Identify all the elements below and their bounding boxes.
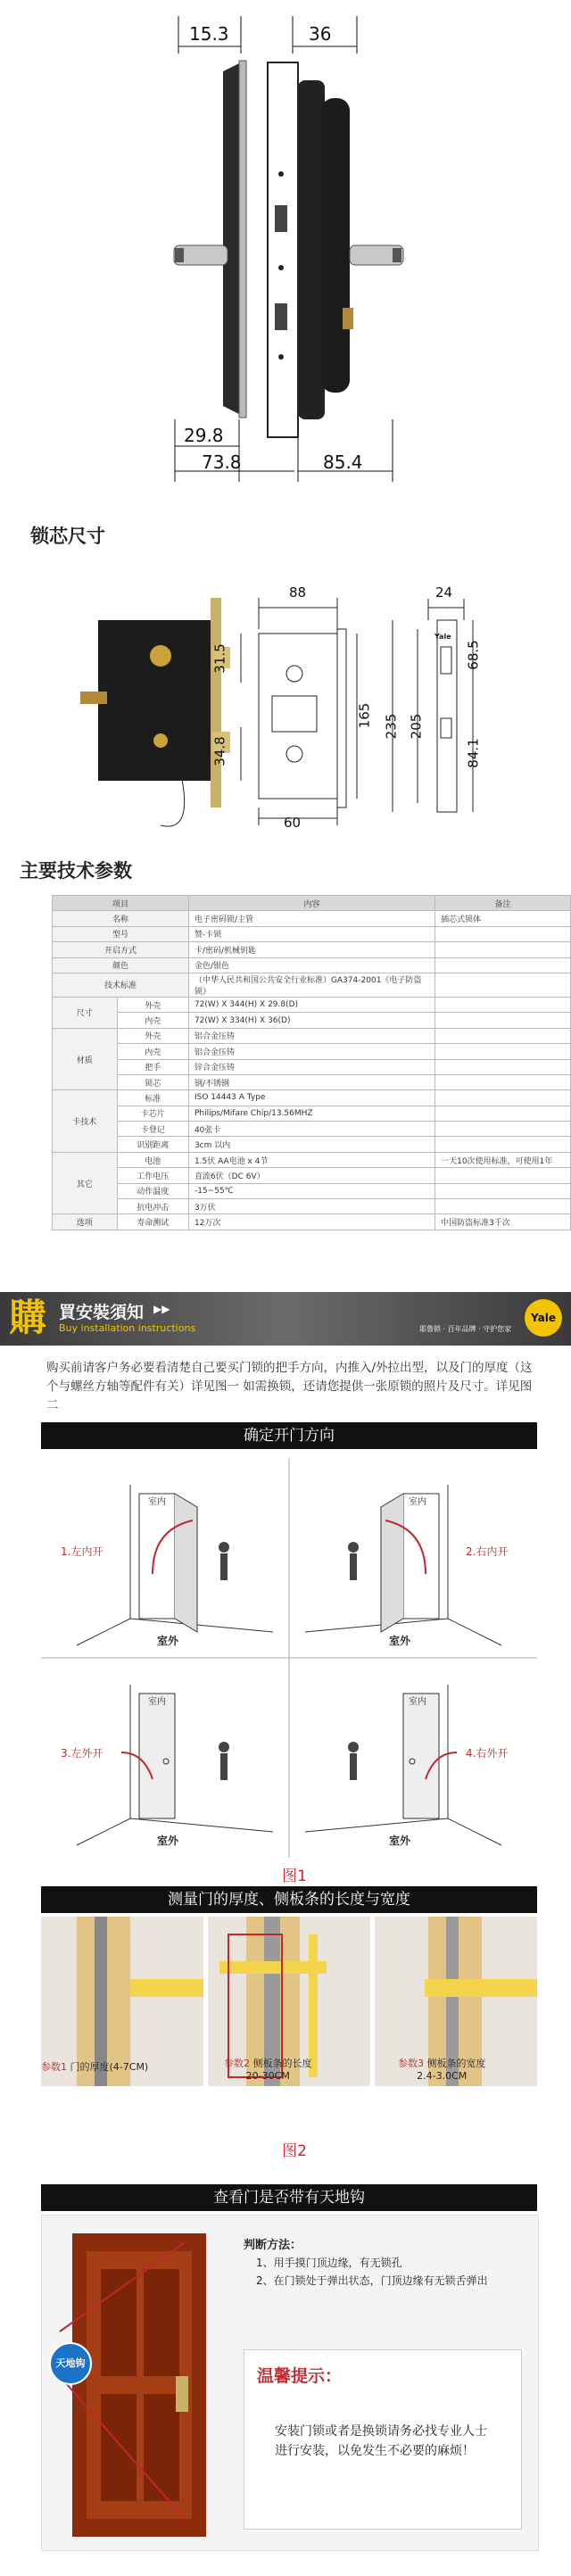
door-panel-4-inside: 室内 <box>409 1697 426 1707</box>
spec-row: 材质 外壳 铝合金压铸 <box>53 1028 571 1043</box>
measure-ref-3 <box>398 2056 486 2082</box>
measure-ref-2-text: 侧板条的长度 <box>252 2058 312 2069</box>
hook-method-title: 判断方法： <box>244 2239 302 2252</box>
core-dim-24: 24 <box>435 584 453 601</box>
door-direction-title: 确定开门方向 <box>244 1427 335 1445</box>
spec-row: 颜色 金色/银色 <box>53 957 571 973</box>
door-direction-bar <box>41 1422 537 1449</box>
spec-row: 锁芯 钢/不锈钢 <box>53 1074 571 1089</box>
banner-subtitle: Buy installation instructions <box>59 1322 196 1334</box>
banner-brand-logo-text: Yale <box>531 1312 556 1324</box>
spec-table <box>52 895 571 1230</box>
spec-row: 其它 电池 1.5伏 AA电池 x 4节 一天10次使用标准，可使用1年 <box>53 1152 571 1167</box>
door-diagrams-svg <box>41 1458 537 1858</box>
lock-core-svg <box>0 549 571 843</box>
measure-ref-3-text2: 2.4-3.0CM <box>417 2070 468 2082</box>
measure-ref-2 <box>224 2056 312 2082</box>
hook-title: 查看门是否带有天地钩 <box>213 2189 365 2207</box>
lock-core-title: 锁芯尺寸 <box>30 526 105 547</box>
dim-85-4: 85.4 <box>323 451 363 473</box>
core-dim-60: 60 <box>284 815 302 831</box>
core-dim-68-5: 68.5 <box>465 640 482 670</box>
banner-brand-logo <box>525 1299 562 1337</box>
measure-photos <box>41 1917 537 2086</box>
banner-brand-tagline: 耶鲁锁 · 百年品牌 · 守护您家 <box>419 1325 512 1333</box>
spec-header-row <box>53 896 571 911</box>
core-dim-235: 235 <box>383 713 400 740</box>
hook-method-item-2: 2、在门锁处于弹出状态，门顶边缘有无锁舌弹出 <box>256 2274 488 2287</box>
hook-panel <box>41 2215 539 2551</box>
banner-big-char: 購 <box>9 1296 47 1339</box>
door-panel-4-label: 4.右外开 <box>466 1747 509 1760</box>
spec-header-item: 项目 <box>53 896 189 911</box>
door-panel-3-inside: 室内 <box>148 1697 166 1707</box>
specs-title: 主要技术参数 <box>20 860 132 882</box>
spec-row: 把手 锌合金压铸 <box>53 1059 571 1074</box>
spec-row: 卡芯片 Philips/Mifare Chip/13.56MHZ <box>53 1106 571 1121</box>
measure-ref-2-tag: 参数2 <box>224 2058 250 2069</box>
install-banner <box>0 1292 571 1346</box>
hook-tip-text: 安装门锁或者是换锁请务必找专业人士进行安装，以免发生不必要的麻烦！ <box>275 2424 487 2458</box>
banner-title: 買安裝須知 <box>59 1303 145 1322</box>
spec-row: 卡登记 40张卡 <box>53 1122 571 1137</box>
spec-row: 技术标准 （中华人民共和国公共安全行业标准）GA374-2001《电子防盗锁》 <box>53 973 571 997</box>
spec-row: 尺寸 外壳 72(W) X 344(H) X 29.8(D) <box>53 997 571 1012</box>
measure-ref-1-text: 门的厚度(4-7CM) <box>70 2061 149 2073</box>
top-lock-drawing <box>0 0 571 500</box>
figure-2-caption: 图2 <box>282 2142 307 2160</box>
spec-table-wrap <box>52 895 571 1230</box>
measure-ref-3-tag: 参数3 <box>398 2058 424 2069</box>
lock-side-view-svg <box>0 0 571 500</box>
banner-arrows: ▶▶ <box>153 1303 170 1315</box>
hook-method-item-1: 1、用手摸门顶边缘，有无锁孔 <box>256 2257 402 2269</box>
door-panel-3-outside: 室外 <box>157 1835 179 1847</box>
core-dim-34-8: 34.8 <box>211 736 228 766</box>
measure-title: 测量门的厚度、侧板条的长度与宽度 <box>168 1891 410 1909</box>
figure-1-caption: 图1 <box>282 1868 307 1885</box>
door-panel-1-label: 1.左内开 <box>61 1545 103 1558</box>
spec-row: 卡技术 标准 ISO 14443 A Type <box>53 1090 571 1106</box>
spec-header-content: 内容 <box>188 896 434 911</box>
door-panel-2-label: 2.右内开 <box>466 1545 509 1558</box>
door-panel-1-outside: 室外 <box>157 1635 179 1647</box>
hook-badge-text: 天地钩 <box>55 2357 86 2369</box>
core-dim-205: 205 <box>408 713 425 740</box>
hook-tip-box <box>244 2349 522 2530</box>
lock-core-drawing <box>0 549 571 843</box>
core-dim-31-5: 31.5 <box>211 643 228 674</box>
spec-row: 抗电冲击 3万伏 <box>53 1199 571 1214</box>
dim-73-8: 73.8 <box>202 451 242 473</box>
door-panel-2-outside: 室外 <box>389 1635 411 1647</box>
door-panel-4-outside: 室外 <box>389 1835 411 1847</box>
spec-row: 型号 赞-卡锁 <box>53 926 571 941</box>
core-dim-84-1: 84.1 <box>465 738 482 768</box>
measure-ref-3-text: 侧板条的宽度 <box>426 2058 486 2069</box>
dim-36: 36 <box>309 23 332 45</box>
core-brand-mark: Yale <box>434 633 451 641</box>
measure-ref-2-text2: 20-30CM <box>245 2070 290 2082</box>
dim-29-8: 29.8 <box>184 425 224 446</box>
door-panel-2-inside: 室内 <box>409 1497 426 1507</box>
spec-row: 识别距离 3cm 以内 <box>53 1137 571 1152</box>
door-panel-1-inside: 室内 <box>148 1497 166 1507</box>
measure-ref-1 <box>41 2059 148 2074</box>
spec-row: 选项 寿命测试 12万次 中国防盗标准3千次 <box>53 1214 571 1230</box>
spec-header-note: 备注 <box>435 896 571 911</box>
hook-bar <box>41 2184 537 2211</box>
spec-row: 内壳 铝合金压铸 <box>53 1044 571 1059</box>
spec-row: 工作电压 直流6伏（DC 6V） <box>53 1168 571 1183</box>
door-panel-3-label: 3.左外开 <box>61 1747 103 1760</box>
spec-row: 内壳 72(W) X 334(H) X 36(D) <box>53 1013 571 1028</box>
measure-ref-1-tag: 参数1 <box>41 2061 67 2073</box>
hook-badge <box>49 2342 92 2385</box>
door-direction-grid <box>41 1458 537 1858</box>
intro-text: 购买前请客户务必要看清楚自己要买门锁的把手方向，内推入/外拉出型，以及门的厚度（这个与螺丝方轴等配件有关）详见图一 如需换锁，还请您提供一张原锁的照片及尺寸。详见图二 <box>46 1361 533 1412</box>
hook-tip-title: 温馨提示： <box>257 2366 343 2386</box>
spec-row: 名称 电子密码锁/主管 插芯式锁体 <box>53 911 571 926</box>
measure-bar <box>41 1886 537 1913</box>
core-dim-165: 165 <box>356 702 373 729</box>
spec-row: 开启方式 卡/密码/机械钥匙 <box>53 942 571 957</box>
core-dim-88: 88 <box>289 584 307 601</box>
dim-15-3: 15.3 <box>189 23 229 45</box>
spec-row: 动作温度 -15~55℃ <box>53 1183 571 1198</box>
